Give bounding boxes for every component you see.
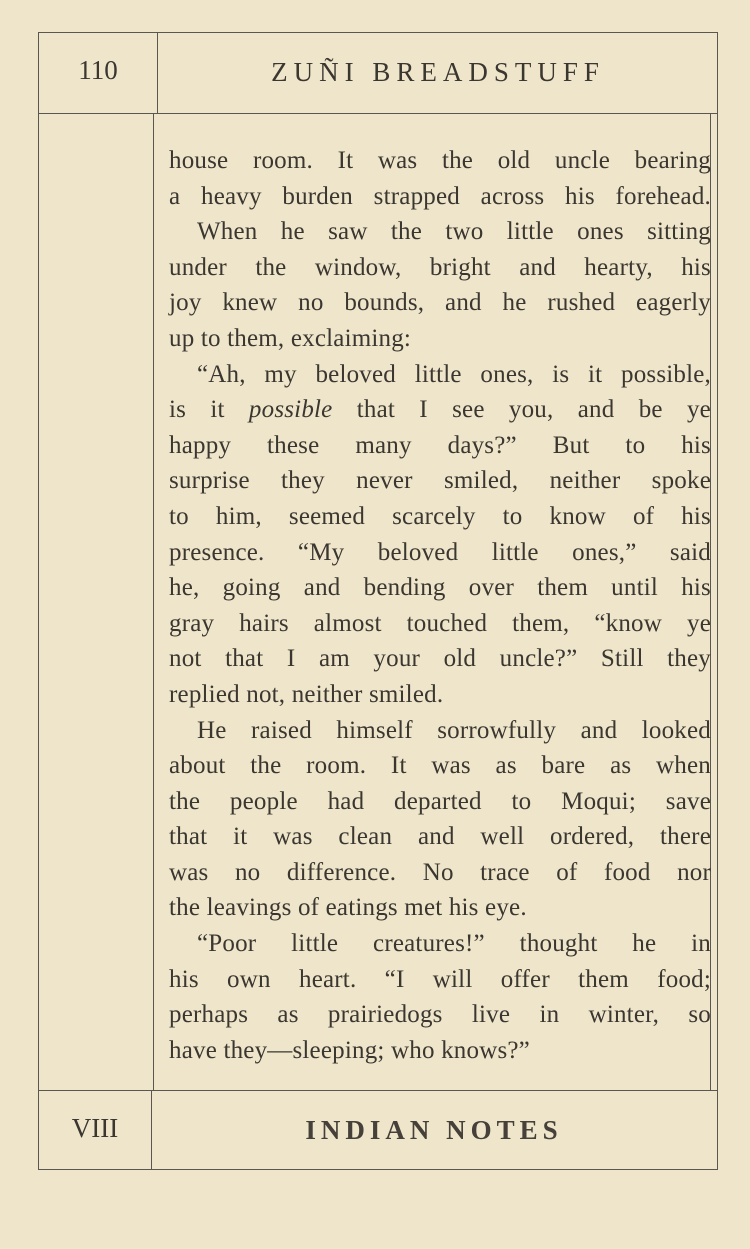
running-head: ZUÑI BREADSTUFF <box>271 57 605 87</box>
text-line: He raised himself sorrowfully and looked <box>197 716 711 744</box>
text-line: a heavy burden strapped across his forehead. <box>169 182 711 210</box>
text-line: not that I am your old uncle?” Still they <box>169 645 711 673</box>
margin-divider <box>153 113 154 1091</box>
text-line: perhaps as prairiedogs live in winter, so <box>169 1001 711 1029</box>
text-line: gray hairs almost touched them, “know ye <box>169 609 711 637</box>
text-line: was no difference. No trace of food nor <box>169 858 711 886</box>
page-footer <box>39 1090 717 1169</box>
header-divider <box>157 33 158 113</box>
signature-mark: VIII <box>71 1113 119 1143</box>
book-page <box>38 32 718 1170</box>
text-line: presence. “My beloved little ones,” said <box>169 538 711 566</box>
text-line: up to them, exclaiming: <box>169 324 412 352</box>
body-text <box>169 143 711 1068</box>
text-line: replied not, neither smiled. <box>169 680 444 708</box>
text-segment: is it <box>169 396 249 424</box>
text-line: When he saw the two little ones sitting <box>197 218 711 246</box>
text-line: under the window, bright and hearty, his <box>169 253 711 281</box>
text-line: his own heart. “I will offer them food; <box>169 965 711 993</box>
text-line: the leavings of eatings met his eye. <box>169 894 527 922</box>
text-line: house room. It was the old uncle bearing <box>169 147 711 174</box>
text-line: he, going and bending over them until his <box>169 574 711 602</box>
text-line: joy knew no bounds, and he rushed eagerly <box>169 289 711 317</box>
text-line: have they—sleeping; who knows?” <box>169 1036 530 1064</box>
text-line: “Poor little creatures!” thought he in <box>197 930 711 958</box>
text-line: happy these many days?” But to his <box>169 431 711 459</box>
italic-word: possible <box>248 396 333 424</box>
text-line: “Ah, my beloved little ones, is it possible, <box>197 360 711 388</box>
footer-title: INDIAN NOTES <box>305 1115 563 1145</box>
text-line: the people had departed to Moqui; save <box>169 787 711 815</box>
text-line: surprise they never smiled, neither spoke <box>169 467 711 495</box>
page-header <box>39 33 717 114</box>
text-line <box>169 392 711 428</box>
text-segment: that I see you, and be ye <box>332 396 711 424</box>
text-line: that it was clean and well ordered, there <box>169 823 711 851</box>
page-number: 110 <box>78 55 118 85</box>
text-line: about the room. It was as bare as when <box>169 752 711 780</box>
text-line: to him, seemed scarcely to know of his <box>169 502 711 530</box>
